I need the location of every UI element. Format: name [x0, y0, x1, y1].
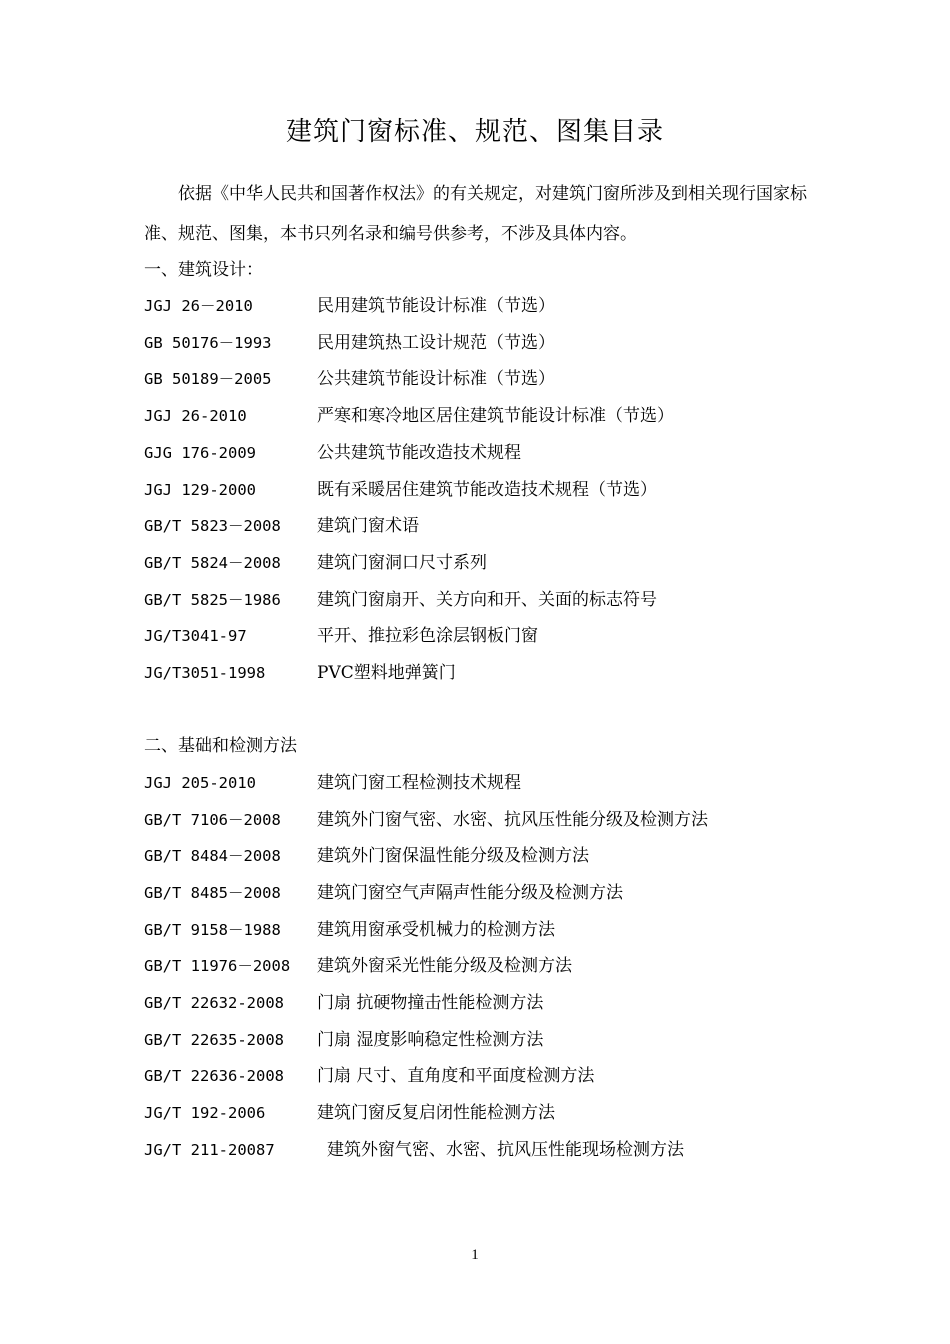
standard-code: GB 50189－2005 — [144, 370, 272, 388]
standard-name: 门扇 抗硬物撞击性能检测方法 — [317, 993, 544, 1013]
standard-code: GB/T 22636-2008 — [144, 1067, 284, 1085]
standard-name: 民用建筑热工设计规范（节选） — [317, 333, 555, 353]
section-heading-design: 一、建筑设计： — [144, 260, 263, 280]
standard-name: 建筑门窗反复启闭性能检测方法 — [317, 1103, 555, 1123]
standard-name: PVC塑料地弹簧门 — [317, 663, 456, 683]
standard-code: JG/T3051-1998 — [144, 664, 266, 682]
standard-code: GB/T 5825－1986 — [144, 591, 281, 609]
standard-code: GB/T 5823－2008 — [144, 517, 281, 535]
standard-name: 建筑外门窗保温性能分级及检测方法 — [317, 846, 589, 866]
document-title: 建筑门窗标准、规范、图集目录 — [285, 117, 664, 147]
standard-code: GB/T 5824－2008 — [144, 554, 281, 572]
standard-code: GJG 176-2009 — [144, 444, 256, 462]
standard-code: GB/T 22632-2008 — [144, 994, 284, 1012]
standard-name: 公共建筑节能改造技术规程 — [317, 443, 521, 463]
standard-code: JGJ 26－2010 — [144, 297, 253, 315]
standard-name: 建筑门窗扇开、关方向和开、关面的标志符号 — [317, 590, 657, 610]
standard-name: 平开、推拉彩色涂层钢板门窗 — [317, 626, 538, 646]
standard-code: JGJ 129-2000 — [144, 481, 256, 499]
standard-name: 既有采暖居住建筑节能改造技术规程（节选） — [317, 480, 657, 500]
standard-name: 建筑外门窗气密、水密、抗风压性能分级及检测方法 — [317, 810, 708, 830]
standard-code: JGJ 26-2010 — [144, 407, 247, 425]
standard-name: 建筑门窗术语 — [317, 516, 419, 536]
standard-code: GB/T 8485－2008 — [144, 884, 281, 902]
page-number: 1 — [471, 1247, 479, 1263]
standard-name: 建筑门窗空气声隔声性能分级及检测方法 — [317, 883, 623, 903]
standard-name: 建筑门窗工程检测技术规程 — [317, 773, 521, 793]
standard-code: JG/T 192-2006 — [144, 1104, 266, 1122]
standard-code: JG/T3041-97 — [144, 627, 247, 645]
standard-code: JGJ 205-2010 — [144, 774, 256, 792]
standard-code: JG/T 211-20087 — [144, 1141, 275, 1159]
standard-name: 门扇 湿度影响稳定性检测方法 — [317, 1030, 544, 1050]
standard-name: 建筑用窗承受机械力的检测方法 — [317, 920, 555, 940]
standard-name: 民用建筑节能设计标准（节选） — [317, 296, 555, 316]
standard-name: 严寒和寒冷地区居住建筑节能设计标准（节选） — [317, 406, 674, 426]
standard-name: 建筑外窗采光性能分级及检测方法 — [317, 956, 572, 976]
standard-code: GB 50176－1993 — [144, 334, 272, 352]
standard-code: GB/T 11976－2008 — [144, 957, 291, 975]
standard-code: GB/T 8484－2008 — [144, 847, 281, 865]
standard-code: GB/T 22635-2008 — [144, 1031, 284, 1049]
section-heading-testing: 二、基础和检测方法 — [144, 736, 297, 756]
standard-name: 公共建筑节能设计标准（节选） — [317, 369, 555, 389]
standard-code: GB/T 7106－2008 — [144, 811, 281, 829]
standard-name: 建筑外窗气密、水密、抗风压性能现场检测方法 — [327, 1140, 684, 1160]
standard-name: 门扇 尺寸、直角度和平面度检测方法 — [317, 1066, 595, 1086]
standard-name: 建筑门窗洞口尺寸系列 — [317, 553, 487, 573]
intro-paragraph: 依据《中华人民共和国著作权法》的有关规定，对建筑门窗所涉及到相关现行国家标准、规范、图集，本书只列名录和编号供参考，不涉及具体内容。 — [144, 184, 807, 244]
standard-code: GB/T 9158－1988 — [144, 921, 281, 939]
